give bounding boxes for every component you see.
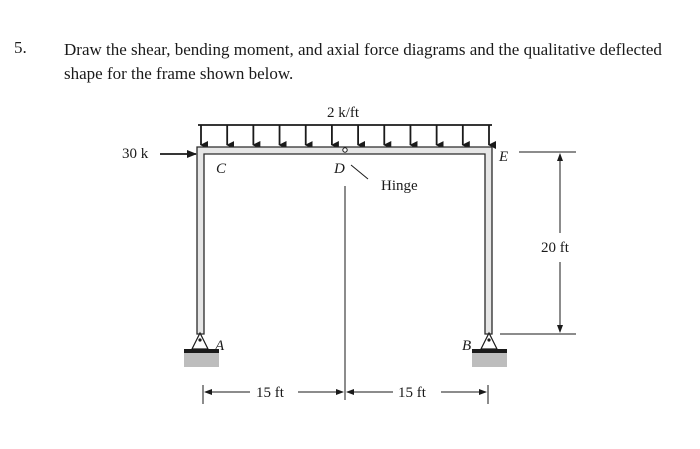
load-label: 2 k/ft (327, 105, 360, 121)
load-arrows (201, 125, 489, 145)
hinge-label: Hinge (381, 178, 418, 194)
distributed-load (198, 125, 492, 145)
pin-support-b-base (472, 349, 507, 353)
pin-support-a-base (184, 349, 219, 353)
support-label-b: B (462, 338, 472, 354)
joint-label-c: C (216, 161, 227, 177)
support-label-a: A (215, 338, 225, 354)
pin-support-b (472, 333, 507, 367)
pin-support-b-pin (487, 338, 490, 341)
pin-support-a (184, 333, 219, 367)
horizontal-load-label: 30 k (122, 146, 149, 162)
pin-support-a-ground (184, 353, 219, 367)
pin-support-a-pin (198, 338, 201, 341)
problem-statement-line-2: shape for the frame shown below. (64, 64, 294, 83)
pin-support-b-ground (472, 353, 507, 367)
span-left-label: 15 ft (256, 385, 284, 401)
problem-number: 5. (14, 38, 27, 57)
joint-label-d: D (334, 161, 345, 177)
joint-label-e: E (499, 149, 509, 165)
height-dimension-label: 20 ft (541, 240, 569, 256)
hinge-leader (351, 165, 368, 179)
span-right-label: 15 ft (398, 385, 426, 401)
hinge-icon (343, 148, 347, 152)
problem-statement-line-1: Draw the shear, bending moment, and axial force diagrams and the qualitative deflected (64, 40, 662, 59)
